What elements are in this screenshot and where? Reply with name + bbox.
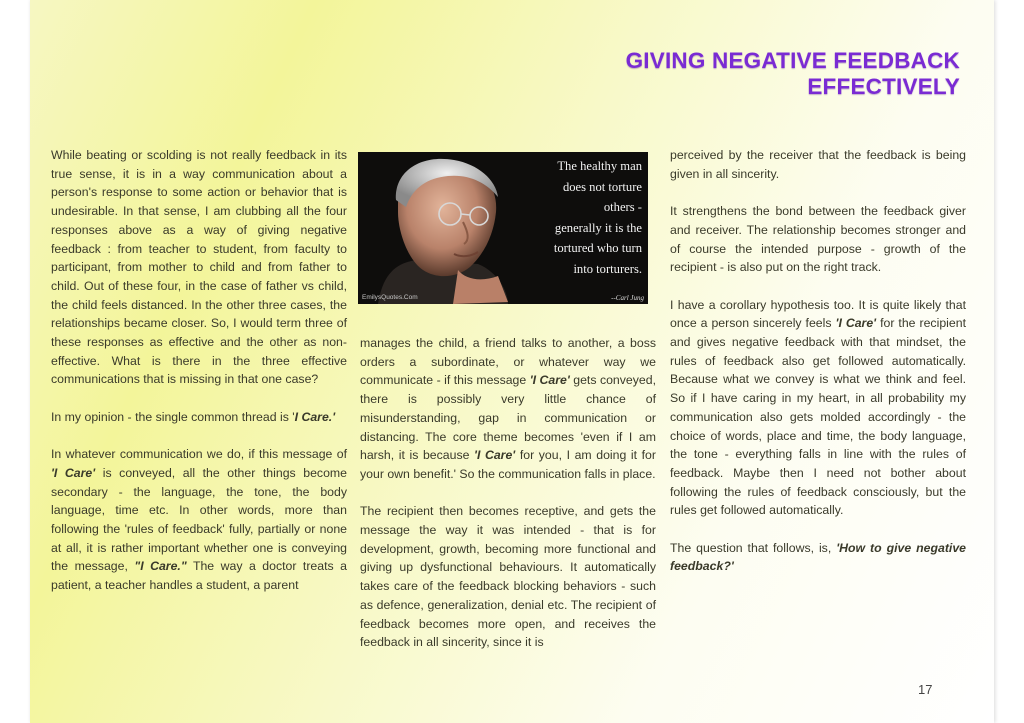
paragraph: The recipient then becomes receptive, and gets the message the way it was intended - that is for development, growth, becoming more functional and giving up dysfunctional behaviours. It automatically takes care of the feedback blocking behaviors - such as defence, generalization, denial etc. The recipient of feedback becomes more open, and receives the feedback in all sincerity, since it is bbox=[360, 504, 656, 650]
document-page bbox=[30, 0, 994, 723]
emphasis: 'I Care' bbox=[529, 373, 570, 388]
text-column-2 bbox=[360, 334, 656, 652]
paragraph: While beating or scolding is not really feedback in its true sense, it is in a way communication about a person's response to some action or behavior that is undesirable. In that sense, I am clubbing all the four responses above as a way of giving negative feedback : from teacher to student, from faculty to participant, from mother to child and from father to child. Out of these four, in the case of father vs child, the child feels distanced. In the other three cases, the relationships became closer. So, I would term three of these responses as effective and the other as non-effective. What is there in the three effective communications that is missing in that one case? bbox=[51, 148, 347, 387]
watermark: EmilysQuotes.Com bbox=[362, 294, 418, 301]
paragraph: In my opinion - the single common thread is 'I Care.' bbox=[51, 409, 336, 424]
paragraph: manages the child, a friend talks to another, a boss orders a subordinate, or whatever way we communicate - if this message 'I Care' gets conveyed, there is possibly very little chance of misunderstanding, gap in communication or distancing. The core theme becomes 'even if I am harsh, it is because 'I Care' for you, I am doing it for your own benefit.' So the communication falls in place. bbox=[360, 336, 656, 481]
paragraph: In whatever communication we do, if this message of 'I Care' is conveyed, all the other things become secondary - the language, the tone, the body language, time etc. In other words, more than following the 'rules of feedback' fully, partially or none at all, it is rather important whether one is conveying the message, "I Care." The way a doctor treats a patient, a teacher handles a student, a parent bbox=[51, 447, 347, 593]
emphasis: 'I Care' bbox=[835, 316, 877, 331]
emphasis: 'How to give negative feedback?' bbox=[670, 540, 967, 574]
emphasis: 'I Care' bbox=[474, 448, 516, 463]
paragraph: perceived by the receiver that the feedback is being given in all sincerity. bbox=[670, 148, 966, 181]
text-column-3 bbox=[670, 146, 966, 576]
page-number: 17 bbox=[918, 682, 933, 697]
emphasis: "I Care." bbox=[134, 559, 187, 574]
paragraph: I have a corollary hypothesis too. It is quite likely that once a person sincerely feels 'I Care' for the recipient and gives negative feedback with that mindset, the rules of feedback also get followed automatically. Because what we convey is what we think and feel. So if I have caring in my heart, in all probability my communication also gets molded accordingly - the choice of words, place and time, the body language, the tone - everything falls in line with the rules of feedback. Maybe then I need not bother about following the rules of feedback consciously, but the rules get followed automatically. bbox=[670, 297, 966, 518]
paragraph: It strengthens the bond between the feedback giver and receiver. The relationship becomes stronger and of course the intended purpose - growth of the recipient - is also put on the right track. bbox=[670, 204, 966, 275]
emphasis: I Care.' bbox=[294, 409, 336, 424]
text-column-1 bbox=[51, 146, 347, 595]
quote-photo bbox=[358, 152, 648, 304]
page-title: GIVING NEGATIVE FEEDBACK EFFECTIVELY bbox=[625, 48, 960, 99]
emphasis: 'I Care' bbox=[51, 465, 96, 480]
paragraph: The question that follows, is, 'How to give negative feedback?' bbox=[670, 540, 967, 574]
quote-attribution: --Carl Jung bbox=[611, 294, 644, 302]
quote-text: The healthy man does not torture others - generally it is the tortured who turn into torturers. bbox=[553, 159, 642, 276]
